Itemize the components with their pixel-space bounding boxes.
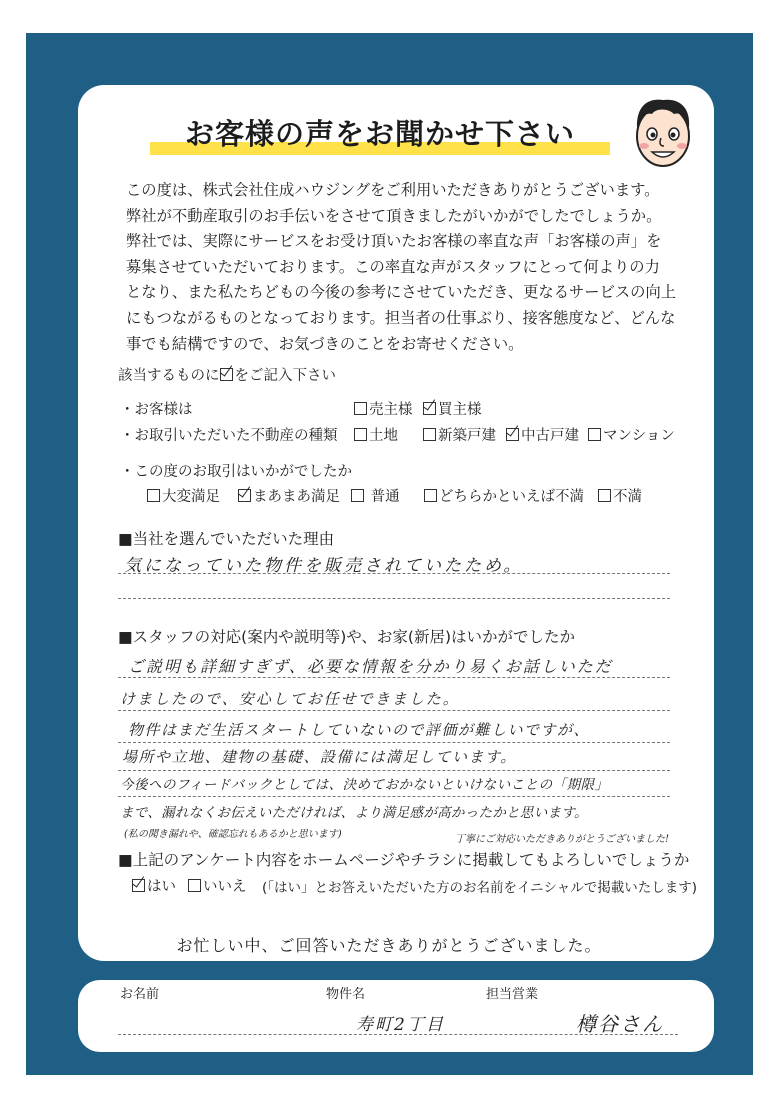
checkbox-fairly-satisfied[interactable] <box>238 489 251 502</box>
option-land[interactable]: 土地 <box>354 424 398 445</box>
staff-answer-line[interactable]: ご説明も詳細すぎず、必要な情報を分かり易くお話しいただ <box>128 657 613 676</box>
option-buyer[interactable]: 買主様 <box>423 398 482 419</box>
staff-answer-line[interactable]: 場所や立地、建物の基礎、設備には満足しています。 <box>122 748 517 766</box>
signature-line <box>118 1034 678 1035</box>
title-block <box>150 112 610 158</box>
intro-line: にもつながるものとなっております。担当者の仕事ぶり、接客態度など、どんな <box>126 308 676 327</box>
property-name-value[interactable]: 寿町2丁目 <box>356 1015 445 1035</box>
dotted-line <box>118 573 670 574</box>
checkbox-dissatisfied[interactable] <box>598 489 611 502</box>
mascot-face-icon <box>628 94 698 170</box>
checkbox-used-house[interactable] <box>506 428 519 441</box>
option-very-satisfied[interactable]: 大変満足 <box>147 485 220 506</box>
checkbox-seller[interactable] <box>354 402 367 415</box>
staff-note-left[interactable]: (私の聞き漏れや、確認忘れもあるかと思います) <box>124 829 342 840</box>
dotted-line <box>118 742 670 743</box>
checkbox-new-house[interactable] <box>423 428 436 441</box>
dotted-line <box>118 677 670 678</box>
reason-heading: ■当社を選んでいただいた理由 <box>118 530 335 548</box>
staff-answer-line[interactable]: 今後へのフィードバックとしては、決めておかないといけないことの「期限」 <box>120 777 609 793</box>
staff-label: 担当営業 <box>486 987 539 1002</box>
thanks-message: お忙しい中、ご回答いただきありがとうございました。 <box>176 936 602 955</box>
staff-answer-line[interactable]: けましたので、安心してお任せできました。 <box>120 690 460 708</box>
publish-heading: ■上記のアンケート内容をホームページやチラシに掲載してもよろしいでしょうか <box>118 851 690 869</box>
option-fairly-satisfied[interactable]: まあまあ満足 <box>238 485 340 506</box>
checkbox-mansion[interactable] <box>588 428 601 441</box>
checkbox-publish-no[interactable] <box>188 879 201 892</box>
option-mansion[interactable]: マンション <box>588 424 675 445</box>
option-seller[interactable]: 売主様 <box>354 398 413 419</box>
checkbox-publish-yes[interactable] <box>132 879 145 892</box>
publish-note: (「はい」とお答えいただいた方のお名前をイニシャルで掲載いたします) <box>262 880 697 896</box>
dotted-line <box>118 796 670 797</box>
intro-line: 弊社では、実際にサービスをお受け頂いたお客様の率直な声「お客様の声」を <box>126 232 662 251</box>
dotted-line <box>118 710 670 711</box>
intro-line: 弊社が不動産取引のお手伝いをさせて頂きましたがいかがでしたでしょうか。 <box>126 206 662 225</box>
customer-label: ・お客様は <box>120 402 193 418</box>
staff-note-right[interactable]: 丁寧にご対応いただきありがとうございました! <box>455 834 670 845</box>
checkbox-land[interactable] <box>354 428 367 441</box>
checkbox-buyer[interactable] <box>423 402 436 415</box>
sample-checkbox-icon <box>220 368 233 381</box>
name-label: お名前 <box>120 987 160 1002</box>
staff-answer-line[interactable]: 物件はまだ生活スタートしていないので評価が難しいですが、 <box>128 721 591 739</box>
property-type-label: ・お取引いただいた不動産の種類 <box>120 428 338 444</box>
option-used-house[interactable]: 中古戸建 <box>506 424 579 445</box>
dotted-line <box>118 598 670 599</box>
instruction-text: 該当するものに をご記入下さい <box>118 368 336 384</box>
intro-text <box>126 178 686 357</box>
satisfaction-label: ・この度のお取引はいかがでしたか <box>120 464 352 480</box>
page-title: お客様の声をお聞かせ下さい <box>184 117 575 151</box>
option-normal[interactable]: 普通 <box>351 485 400 506</box>
intro-line: この度は、株式会社住成ハウジングをご利用いただきありがとうございます。 <box>126 181 660 199</box>
intro-line: 事でも結構ですので、お気づきのことをお寄せください。 <box>126 334 524 353</box>
reason-answer[interactable]: 気になっていた物件を販売されていたため。 <box>124 556 524 576</box>
staff-name-value[interactable]: 樽谷さん <box>576 1012 664 1036</box>
checkbox-normal[interactable] <box>351 489 364 502</box>
option-publish-yes[interactable]: はい <box>132 875 176 896</box>
option-somewhat-dissatisfied[interactable]: どちらかといえば不満 <box>424 485 584 506</box>
option-publish-no[interactable]: いいえ <box>188 875 247 896</box>
dotted-line <box>118 770 670 771</box>
intro-line: となり、また私たちどもの今後の参考にさせていただき、更なるサービスの向上 <box>126 283 677 302</box>
staff-heading: ■スタッフの対応(案内や説明等)や、お家(新居)はいかがでしたか <box>118 628 576 646</box>
checkbox-somewhat-dissatisfied[interactable] <box>424 489 437 502</box>
option-dissatisfied[interactable]: 不満 <box>598 485 642 506</box>
checkbox-very-satisfied[interactable] <box>147 489 160 502</box>
property-label: 物件名 <box>326 987 366 1002</box>
intro-line: 募集させていただいております。この率直な声がスタッフにとって何よりの力 <box>126 257 660 276</box>
option-new-house[interactable]: 新築戸建 <box>423 424 496 445</box>
staff-answer-line[interactable]: まで、漏れなくお伝えいただければ、より満足感が高かったかと思います。 <box>120 805 588 821</box>
